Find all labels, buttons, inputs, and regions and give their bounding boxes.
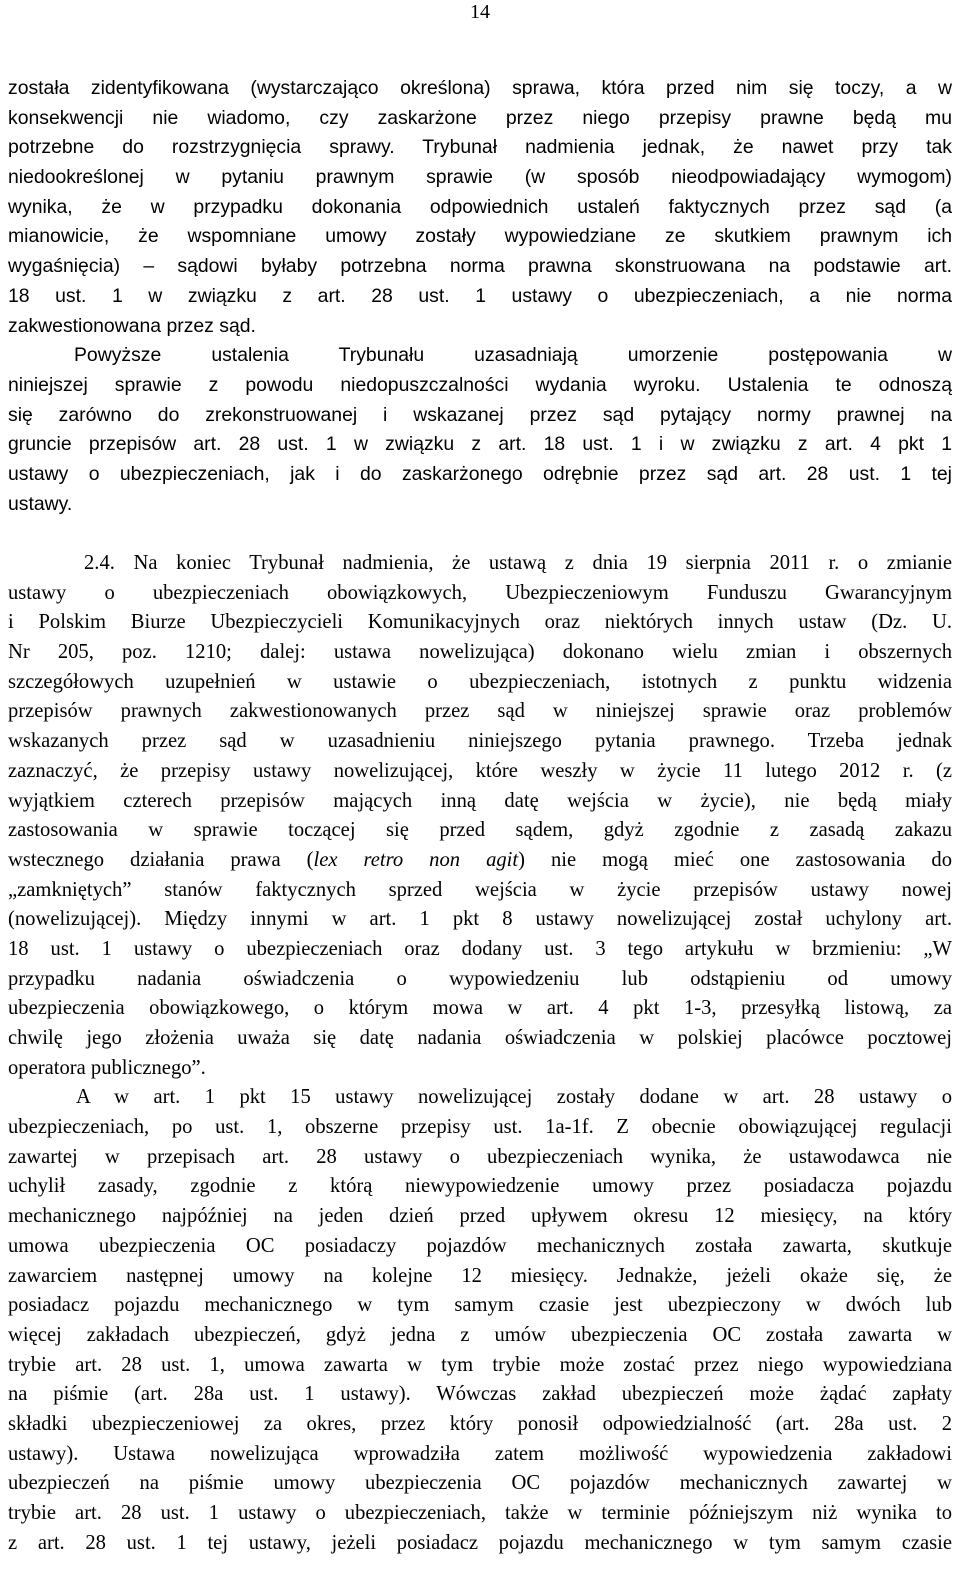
paragraph-start-line: Powyższe ustalenia Trybunału uzasadniają umorzenie postępowania w	[74, 344, 952, 367]
text-line: niniejszej sprawie z powodu niedopuszczalności wydania wyroku. Ustalenia te odnoszą	[8, 373, 952, 396]
text-line: ubezpieczeniach, po ust. 1, obszerne przepisy ust. 1a-1f. Z obecnie obowiązującej regulacji	[8, 1116, 952, 1139]
text-line: zawarciem następnej umowy na kolejne 12 miesięcy. Jednakże, jeżeli okaże się, że	[8, 1264, 952, 1287]
page-number: 14	[470, 1, 490, 23]
text-line: przypadku nadania oświadczenia o wypowiedzeniu lub odstąpieniu od umowy	[8, 967, 952, 990]
text-line: gruncie przepisów art. 28 ust. 1 w związku z art. 18 ust. 1 i w związku z art. 4 pkt 1	[8, 433, 952, 456]
text-line: mechanicznego najpóźniej na jeden dzień przed upływem okresu 12 miesięcy, na który	[8, 1205, 952, 1228]
text-line: zawartej w przepisach art. 28 ustawy o ubezpieczeniach wynika, że ustawodawca nie	[8, 1145, 952, 1168]
text-line: przepisów prawnych zakwestionowanych przez sąd w niniejszej sprawie oraz problemów	[8, 700, 952, 723]
text-line: 18 ust. 1 ustawy o ubezpieczeniach oraz dodany ust. 3 tego artykułu w brzmieniu: „W	[8, 937, 952, 960]
text-line: Nr 205, poz. 1210; dalej: ustawa nowelizująca) dokonano wielu zmian i obszernych	[8, 641, 952, 664]
text-line: się zarówno do zrekonstruowanej i wskazanej przez sąd pytający normy prawnej na	[8, 403, 952, 426]
text-line: ubezpieczenia obowiązkowego, o którym mowa w art. 4 pkt 1-3, przesyłką listową, za	[8, 997, 952, 1020]
text-line: operatora publicznego”.	[8, 1056, 206, 1079]
text-line: uchylił zasady, zgodnie z którą niewypowiedzenie umowy przez posiadacza pojazdu	[8, 1175, 952, 1198]
text-line: zaznaczyć, że przepisy ustawy nowelizującej, które weszły w życie 11 lutego 2012 r. (z	[8, 759, 952, 782]
text-line: z art. 28 ust. 1 tej ustawy, jeżeli posiadacz pojazdu mechanicznego w tym samym czasie	[8, 1531, 952, 1554]
text-line: na piśmie (art. 28a ust. 1 ustawy). Wówczas zakład ubezpieczeń może żądać zapłaty	[8, 1383, 952, 1406]
text-line: ustawy o ubezpieczeniach obowiązkowych, Ubezpieczeniowym Funduszu Gwarancyjnym	[8, 581, 952, 604]
text-line: konsekwencji nie wiadomo, czy zaskarżone przez niego przepisy prawne będą mu	[8, 106, 952, 129]
text-line-with-latin-term	[8, 846, 952, 876]
text-line: posiadacz pojazdu mechanicznego w tym samym czasie jest ubezpieczony w dwóch lub	[8, 1294, 952, 1317]
text-line: (nowelizującej). Między innymi w art. 1 pkt 8 ustawy nowelizującej został uchylony art.	[8, 908, 952, 931]
text-line: trybie art. 28 ust. 1 ustawy o ubezpieczeniach, także w terminie późniejszym niż wynika to	[8, 1502, 952, 1524]
text-line: szczegółowych uzupełnień w ustawie o ubezpieczeniach, istotnych z punktu widzenia	[8, 670, 952, 693]
text-line: ustawy o ubezpieczeniach, jak i do zaskarżonego odrębnie przez sąd art. 28 ust. 1 tej	[8, 462, 952, 485]
paragraph-gap	[8, 519, 952, 549]
text-line: ustawy.	[8, 492, 73, 515]
text-line: została zidentyfikowana (wystarczająco określona) sprawa, która przed nim się toczy, a w	[8, 77, 952, 99]
text-line: wygaśnięcia) – sądowi byłaby potrzebna norma prawna skonstruowana na podstawie art.	[8, 255, 952, 278]
document-body	[8, 74, 952, 1558]
text-line: składki ubezpieczeniowej za okres, przez który ponosił odpowiedzialność (art. 28a ust. 2	[8, 1412, 952, 1435]
text-line: wyjątkiem czterech przepisów mających inną datę wejścia w życie), nie będą miały	[8, 789, 952, 812]
text-line: zastosowania w sprawie toczącej się przed sądem, gdyż zgodnie z zasadą zakazu	[8, 819, 952, 842]
text-segment: wstecznego działania prawa (	[8, 848, 314, 871]
text-line: zakwestionowana przez sąd.	[8, 314, 256, 337]
text-line: mianowicie, że wspomniane umowy zostały wypowiedziane ze skutkiem prawnym ich	[8, 225, 952, 248]
text-line: „zamkniętych” stanów faktycznych sprzed wejścia w życie przepisów ustawy nowej	[8, 878, 952, 901]
text-line: chwilę jego złożenia uważa się datę nadania oświadczenia w polskiej placówce pocztowej	[8, 1027, 952, 1049]
text-line: niedookreślonej w pytaniu prawnym sprawie (w sposób nieodpowiadający wymogom)	[8, 166, 952, 189]
text-line: 18 ust. 1 w związku z art. 28 ust. 1 ustawy o ubezpieczeniach, a nie norma	[8, 284, 952, 307]
text-line: więcej zakładach ubezpieczeń, gdyż jedna z umów ubezpieczenia OC została zawarta w	[8, 1323, 952, 1346]
section-heading-line: 2.4. Na koniec Trybunał nadmienia, że ustawą z dnia 19 sierpnia 2011 r. o zmianie	[84, 552, 952, 574]
text-segment: ) nie mogą mieć one zastosowania do	[518, 848, 952, 871]
text-line: ubezpieczeń na piśmie umowy ubezpieczenia OC pojazdów mechanicznych zawartej w	[8, 1472, 952, 1495]
text-line: ustawy). Ustawa nowelizująca wprowadziła zatem możliwość wypowiedzenia zakładowi	[8, 1442, 952, 1465]
text-line: trybie art. 28 ust. 1, umowa zawarta w tym trybie może zostać przez niego wypowiedziana	[8, 1353, 952, 1376]
text-line: wskazanych przez sąd w uzasadnieniu niniejszego pytania prawnego. Trzeba jednak	[8, 730, 952, 753]
latin-term: lex retro non agit	[313, 848, 519, 871]
text-line: potrzebne do rozstrzygnięcia sprawy. Trybunał nadmienia jednak, że nawet przy tak	[8, 136, 952, 159]
paragraph-start-line: A w art. 1 pkt 15 ustawy nowelizującej zostały dodane w art. 28 ustawy o	[76, 1086, 952, 1109]
text-line: umowa ubezpieczenia OC posiadaczy pojazdów mechanicznych została zawarta, skutkuje	[8, 1234, 952, 1257]
text-line: wynika, że w przypadku dokonania odpowiednich ustaleń faktycznych przez sąd (a	[8, 195, 952, 218]
text-line: i Polskim Biurze Ubezpieczycieli Komunikacyjnych oraz niektórych innych ustaw (Dz. U.	[8, 611, 952, 634]
